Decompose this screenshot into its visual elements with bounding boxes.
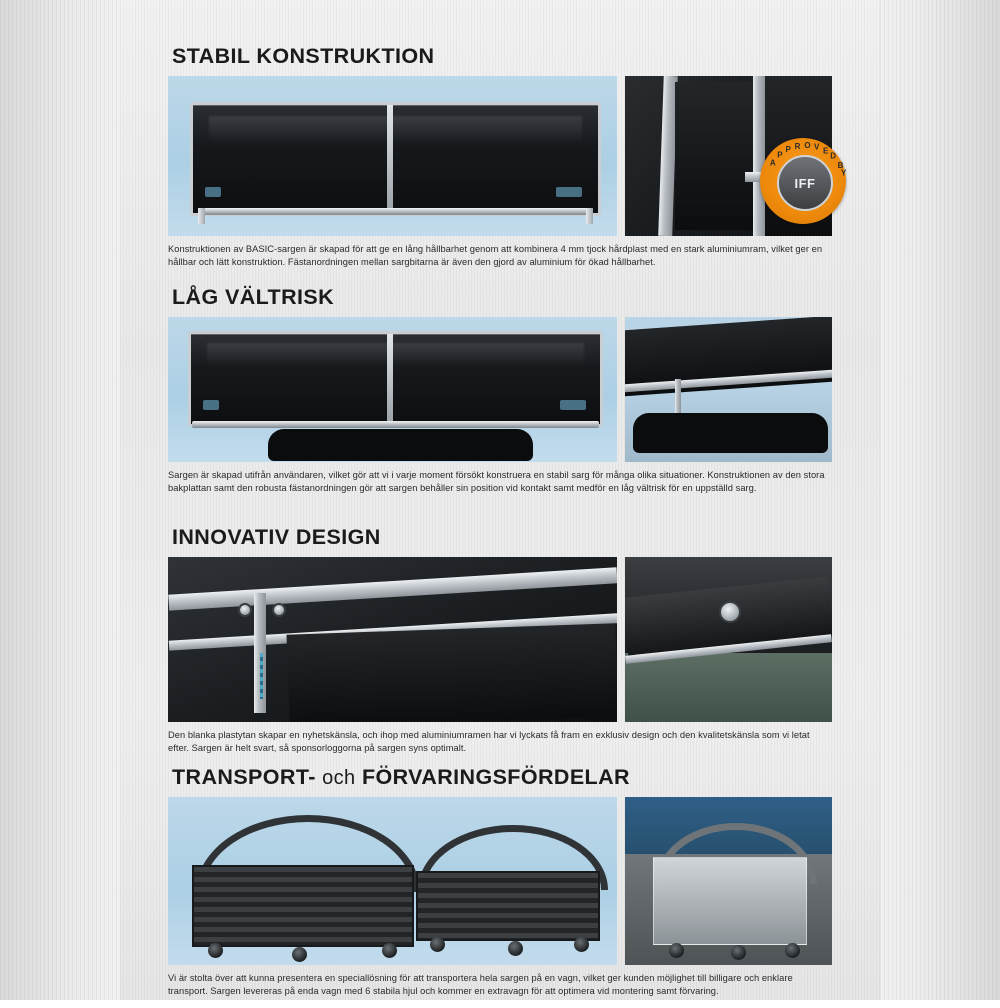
- page-right-margin: [880, 0, 1000, 1000]
- figure-rink-board-full-front: [168, 76, 617, 236]
- cart-wheel: [731, 945, 746, 960]
- cart-wheel: [208, 943, 223, 958]
- cart-wheel: [574, 937, 589, 952]
- panel-logo: [203, 400, 219, 410]
- section-caption: Konstruktionen av BASIC-sargen är skapad för att ge en lång hållbarhet genom att kombinera 4 mm tjock hårdplast med en stark aluminiumram, vilket ger en hållbar och lätt konstruktion. Fästanordningen mellan sargbitarna är även den gjord av aluminium för ökad hållbarhet.: [168, 244, 823, 268]
- panel-logo-right: [556, 187, 582, 197]
- section-title-light: och: [322, 767, 356, 789]
- board-stack-right: [416, 871, 600, 941]
- section-title: LÅG VÄLTRISK: [172, 285, 335, 309]
- panel-logo: [205, 187, 221, 197]
- cart-wheel: [508, 941, 523, 956]
- section-figures: [168, 557, 832, 722]
- cart-wheel: [430, 937, 445, 952]
- section-title: [172, 765, 832, 790]
- rink-board-panels: [188, 331, 603, 427]
- badge-center: [777, 155, 833, 211]
- section-caption: Den blanka plastytan skapar en nyhetskänsla, och ihop med aluminiumramen har vi lyckats få fram en exklusiv design och den kvalitetskänsla som vi letat efter. Sargen är helt svart, så sponsorloggorna på sargen syns optimalt.: [168, 730, 810, 754]
- section-title-strong-2: FÖRVARINGSFÖRDELAR: [361, 765, 630, 789]
- page-left-margin: [0, 0, 120, 1000]
- base-rail: [198, 208, 593, 215]
- board-stack-left: [192, 865, 414, 947]
- figure-rink-board-screw-closeup: [625, 557, 832, 722]
- wrapped-load: [653, 857, 807, 945]
- base-plate: [633, 413, 828, 453]
- section-caption: Vi är stolta över att kunna presentera en speciallösning för att transportera hela sargen på en vagn, vilket ger kunden möjlighet till billigare och enklare transport. Sargen levereras på enda vagn med 6 stabila hjul och kommer en extravagn för att optimera vid montering samt förvaring.: [168, 973, 793, 997]
- section-title-strong: TRANSPORT-: [172, 765, 316, 789]
- figure-transport-carts: [168, 797, 617, 965]
- cart-wheel: [292, 947, 307, 962]
- screw-icon: [272, 603, 286, 617]
- rink-board-panels: [190, 102, 601, 216]
- section-figures: [168, 797, 832, 965]
- green-floor: [625, 653, 832, 722]
- section-figures: [168, 76, 847, 236]
- section-stabil-konstruktion: [168, 44, 847, 279]
- chain-detail: [260, 653, 263, 699]
- panel-gloss: [209, 116, 582, 144]
- figure-rink-board-with-baseplate: [168, 317, 617, 462]
- section-figures: [168, 317, 832, 462]
- badge-center-label: IFF: [794, 175, 816, 191]
- panel-divider: [387, 334, 393, 424]
- cart-wheel: [785, 943, 800, 958]
- section-title: INNOVATIV DESIGN: [172, 525, 381, 549]
- cart-wheel: [382, 943, 397, 958]
- screw-icon: [238, 603, 252, 617]
- panel-gloss: [207, 343, 583, 366]
- dark-panel: [286, 623, 617, 722]
- panel-logo-right: [560, 400, 586, 410]
- cart-wheel: [669, 943, 684, 958]
- section-caption: Sargen är skapad utifrån användaren, vilket gör att vi i varje moment försökt konstruera en stabil sarg för många olika situationer. Konstruktionen av den stora bakplattan samt den robusta fästanordningen gör att sargen behåller sin position vid kontakt samt medför en låg vältrisk för en uppställd sarg.: [168, 470, 825, 494]
- screw-icon: [719, 601, 741, 623]
- iff-approved-badge: [760, 138, 846, 224]
- base-plate: [268, 429, 533, 461]
- base-rail: [192, 421, 599, 428]
- figure-wrapped-cart-warehouse: [625, 797, 832, 965]
- section-innovativ-design: [168, 525, 832, 765]
- support-leg-right: [586, 208, 593, 224]
- page-content: [168, 0, 847, 1000]
- figure-rink-board-baseplate-side: [625, 317, 832, 462]
- figure-rink-board-joint-closeup: [168, 557, 617, 722]
- badge-arc-text: A P P R O V E D B Y: [769, 141, 847, 178]
- section-title: STABIL KONSTRUKTION: [172, 44, 435, 68]
- section-transport-forvaring: [168, 765, 832, 1008]
- section-lag-valtrisk: [168, 285, 832, 505]
- panel-divider: [387, 105, 393, 213]
- support-leg-left: [198, 208, 205, 224]
- dark-panel: [675, 82, 753, 230]
